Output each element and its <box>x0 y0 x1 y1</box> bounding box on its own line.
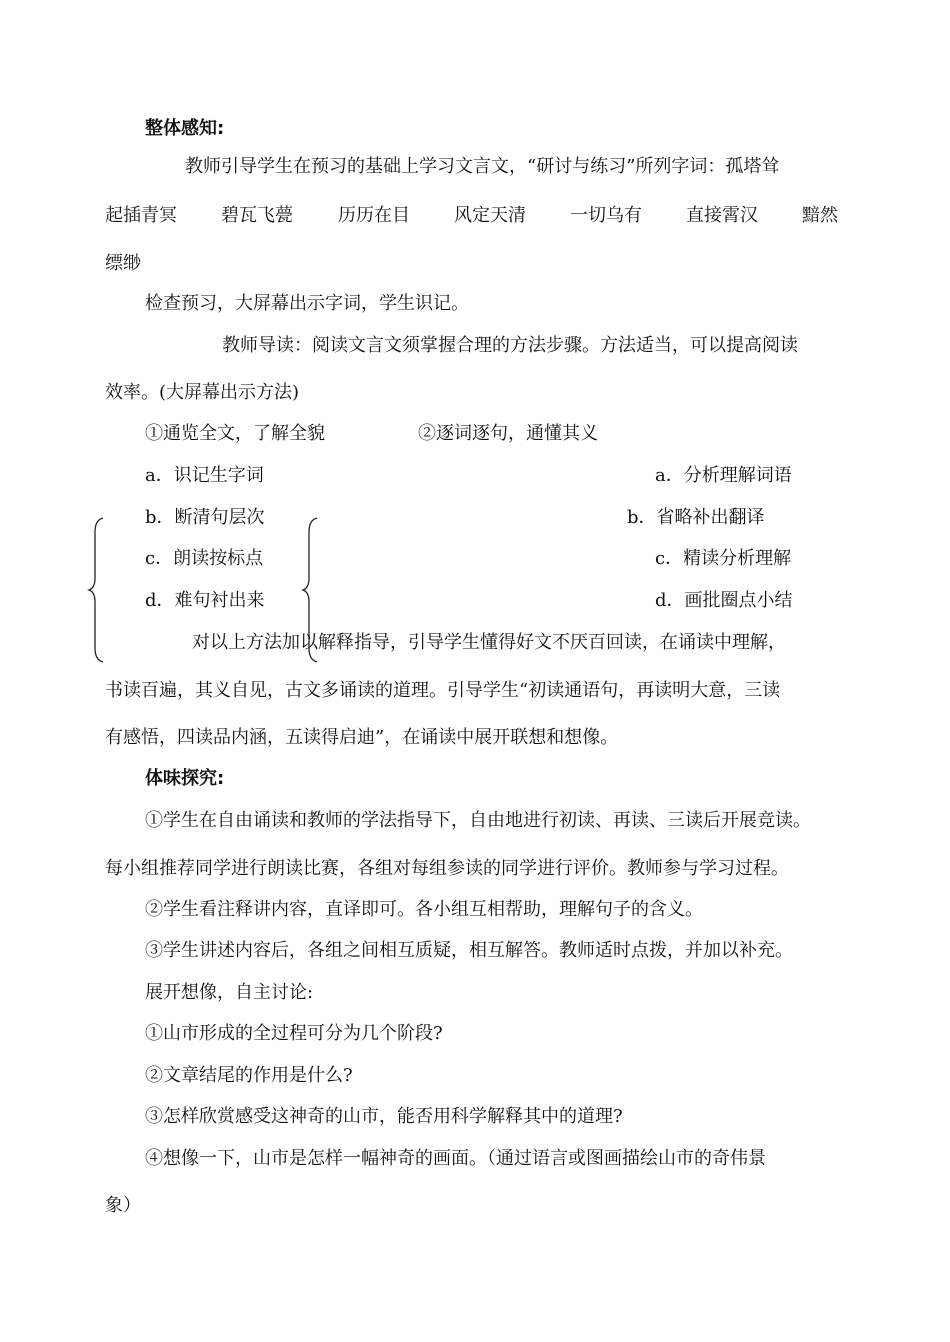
discussion-title: 展开想像，自主讨论: <box>145 982 314 1003</box>
word-item: 风定天清 <box>454 205 526 226</box>
discussion-question: ③怎样欣赏感受这神奇的山市，能否用科学解释其中的道理? <box>145 1106 623 1127</box>
method2-item: c．精读分析理解 <box>655 548 792 569</box>
discussion-question: ②文章结尾的作用是什么? <box>145 1065 353 1086</box>
word-item: 碧瓦飞甍 <box>221 205 293 226</box>
explore-item2: ②学生看注释讲内容，直译即可。各小组互相帮助，理解句子的含义。 <box>145 899 703 920</box>
method1-title: ①通览全文，了解全貌 <box>145 423 325 444</box>
discussion-question-line2: 象） <box>105 1195 141 1216</box>
paragraph-guide-line1: 教师导读：阅读文言文须掌握合理的方法步骤。方法适当，可以提高阅读 <box>222 335 798 356</box>
heading-overall: 整体感知: <box>145 118 225 139</box>
method2-title: ②逐词逐句，通懂其义 <box>418 423 598 444</box>
word-item: 起插青冥 <box>105 205 177 226</box>
paragraph-explain-line1: 对以上方法加以解释指导，引导学生懂得好文不厌百回读，在诵读中理解， <box>192 632 786 653</box>
method1-item: b．断清句层次 <box>145 507 265 528</box>
paragraph-guide-line2: 效率。(大屏幕出示方法) <box>105 382 300 403</box>
heading-explore: 体味探究: <box>145 768 225 789</box>
paragraph-explain-line3: 有感悟，四读品内涵，五读得启迪”，在诵读中展开联想和想像。 <box>105 727 619 748</box>
paragraph-explain-line2: 书读百遍，其义自见，古文多诵读的道理。引导学生“初读通语句，再读明大意，三读 <box>105 680 781 701</box>
method1-item: d．难句衬出来 <box>145 590 265 611</box>
method2-item: a．分析理解词语 <box>655 465 792 486</box>
paragraph-intro-line1: 教师引导学生在预习的基础上学习文言文，“研讨与练习”所列字词：孤塔耸 <box>185 156 780 177</box>
word-item: 直接霄汉 <box>686 205 758 226</box>
method2-item: b．省略补出翻译 <box>627 507 765 528</box>
explore-item1-line1: ①学生在自由诵读和教师的学法指导下，自由地进行初读、再读、三读后开展竞读。 <box>145 810 811 831</box>
paragraph-check: 检查预习，大屏幕出示字词，学生识记。 <box>145 293 469 314</box>
word-item: 一切乌有 <box>570 205 642 226</box>
discussion-question: ①山市形成的全过程可分为几个阶段? <box>145 1023 443 1044</box>
method1-item: c．朗读按标点 <box>145 548 264 569</box>
explore-item3: ③学生讲述内容后，各组之间相互质疑，相互解答。教师适时点拨，并加以补充。 <box>145 940 793 961</box>
method2-item: d．画批圈点小结 <box>655 590 793 611</box>
word-item: 历历在目 <box>338 205 410 226</box>
left-brace-icon <box>86 516 106 664</box>
discussion-question-line1: ④想像一下，山市是怎样一幅神奇的画面。（通过语言或图画描绘山市的奇伟景 <box>145 1148 766 1169</box>
explore-item1-line2: 每小组推荐同学进行朗读比赛，各组对每组参读的同学进行评价。教师参与学习过程。 <box>105 858 789 879</box>
word-item: 缥缈 <box>105 253 141 274</box>
word-item: 黯然 <box>802 205 838 226</box>
method1-item: a．识记生字词 <box>145 465 264 486</box>
